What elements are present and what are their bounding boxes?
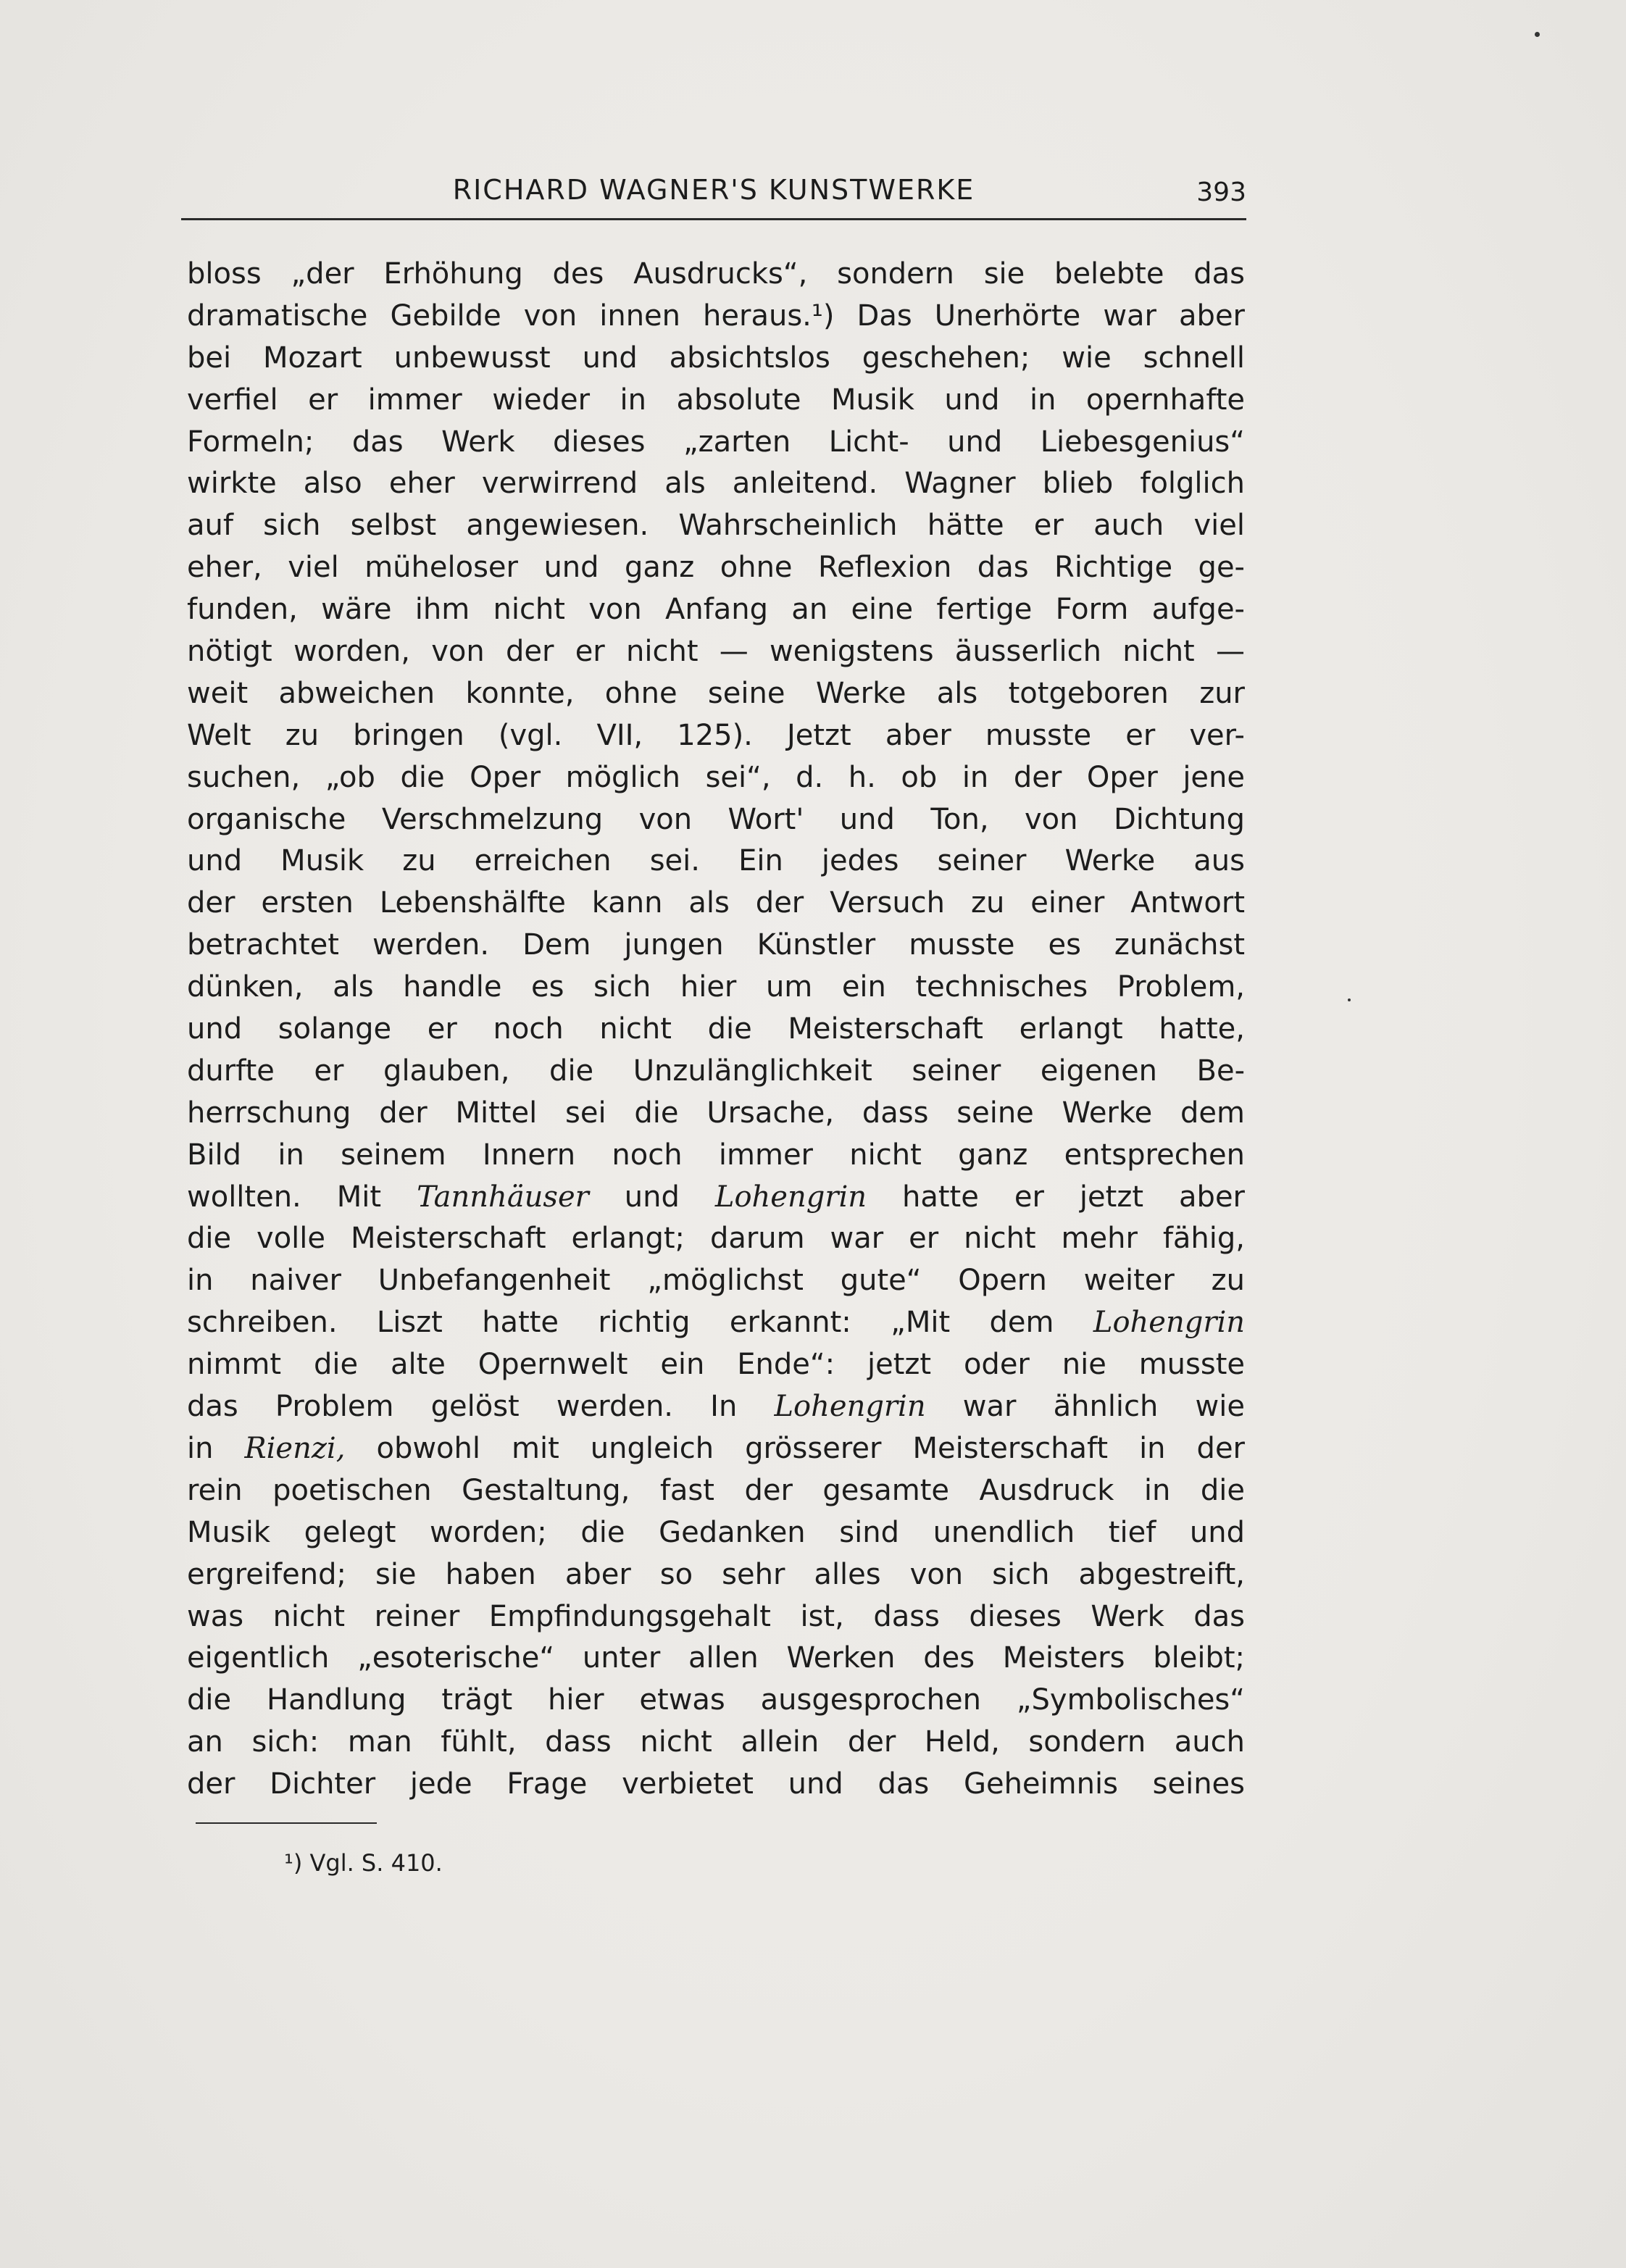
dust-speck [1348,998,1351,1001]
text-line [187,1009,1245,1051]
text-run: Bild in seinem Innern noch immer nicht ganz entsprechen [187,1138,1245,1172]
text-run: war ähnlich wie [925,1390,1245,1424]
footnote-rule [196,1822,377,1824]
text-line [187,338,1245,380]
italic-title: Rienzi, [244,1431,346,1465]
text-run: dramatische Gebilde von innen heraus.¹) Das Unerhörte war aber [187,299,1245,333]
text-run: ergreifend; sie haben aber so sehr alles von sich abgestreift, [187,1557,1245,1591]
text-run: in naiver Unbefangenheit „möglichst gute“ Opern weiter zu [187,1264,1245,1298]
text-line [187,1428,1245,1470]
text-line [187,422,1245,464]
text-line [187,254,1245,296]
text-line [187,463,1245,505]
italic-title: Lohengrin [1093,1306,1245,1340]
text-run: Musik gelegt worden; die Gedanken sind unendlich tief und [187,1515,1245,1549]
text-run: was nicht reiner Empfindungsgehalt ist, dass dieses Werk das [187,1599,1245,1633]
text-run: eher, viel müheloser und ganz ohne Reflexion das Richtige ge- [187,551,1245,585]
text-line [187,799,1245,841]
text-line [187,967,1245,1009]
text-line [187,1596,1245,1638]
text-run: Welt zu bringen (vgl. VII, 125). Jetzt aber musste er ver- [187,718,1245,752]
italic-title: Lohengrin [714,1180,867,1214]
text-line [187,1680,1245,1722]
text-line [187,1722,1245,1764]
text-line [187,1386,1245,1428]
text-line [187,925,1245,967]
text-run: die volle Meisterschaft erlangt; darum war er nicht mehr fähig, [187,1222,1245,1256]
text-run: hatte er jetzt aber [867,1180,1245,1214]
text-run: suchen, „ob die Oper möglich sei“, d. h. ob in der Oper jene [187,760,1245,794]
text-run: nötigt worden, von der er nicht — wenigstens äusserlich nicht — [187,635,1245,669]
text-run: dünken, als handle es sich hier um ein technisches Problem, [187,970,1245,1004]
text-run: eigentlich „esoterische“ unter allen Werken des Meisters bleibt; [187,1641,1245,1675]
header-rule [181,218,1246,220]
body-text [187,254,1245,1806]
text-line [187,1051,1245,1093]
text-run: obwohl mit ungleich grösserer Meisterschaft in der [345,1431,1245,1465]
text-run: weit abweichen konnte, ohne seine Werke als totgeboren zur [187,676,1245,710]
text-line [187,1344,1245,1386]
text-run: durfte er glauben, die Unzulänglichkeit seiner eigenen Be- [187,1054,1245,1088]
italic-title: Tannhäuser [417,1180,589,1214]
text-line [187,296,1245,338]
text-run: nimmt die alte Opernwelt ein Ende“: jetzt oder nie musste [187,1348,1245,1382]
text-line [187,673,1245,715]
text-line [187,1512,1245,1554]
text-run: bei Mozart unbewusst und absichtslos geschehen; wie schnell [187,341,1245,375]
text-line [187,1764,1245,1806]
text-line [187,1638,1245,1680]
page-header [181,168,1246,212]
dust-speck [1535,32,1540,37]
text-run: auf sich selbst angewiesen. Wahrscheinlich hätte er auch viel [187,509,1245,543]
italic-title: Lohengrin [774,1390,926,1424]
text-line [187,1218,1245,1260]
text-run: die Handlung trägt hier etwas ausgesprochen „Symbolisches“ [187,1683,1245,1717]
text-run: und Musik zu erreichen sei. Ein jedes seiner Werke aus [187,844,1245,878]
text-run: schreiben. Liszt hatte richtig erkannt: „Mit dem [187,1306,1093,1340]
text-line [187,631,1245,673]
text-run: Formeln; das Werk dieses „zarten Licht- und Liebesgenius“ [187,425,1245,459]
text-line [187,1302,1245,1344]
text-line [187,1093,1245,1135]
text-line [187,505,1245,547]
text-line [187,380,1245,422]
text-line [187,883,1245,925]
text-run: der Dichter jede Frage verbietet und das Geheimnis seines [187,1767,1245,1801]
running-title: RICHARD WAGNER'S KUNSTWERKE [452,174,975,206]
text-run: wollten. Mit [187,1180,417,1214]
footnote: ¹) Vgl. S. 410. [284,1849,443,1877]
text-line [187,1260,1245,1302]
text-run: organische Verschmelzung von Wort' und Ton, von Dichtung [187,802,1245,836]
text-run: und solange er noch nicht die Meisterschaft erlangt hatte, [187,1012,1245,1046]
text-run: verfiel er immer wieder in absolute Musik und in opernhafte [187,383,1245,417]
text-line [187,841,1245,883]
text-line [187,757,1245,799]
text-line [187,1177,1245,1219]
text-run: betrachtet werden. Dem jungen Künstler musste es zunächst [187,928,1245,962]
page-number: 393 [1196,178,1246,207]
text-run: wirkte also eher verwirrend als anleitend. Wagner blieb folglich [187,467,1245,501]
text-run: der ersten Lebenshälfte kann als der Versuch zu einer Antwort [187,886,1245,920]
text-line [187,1554,1245,1596]
text-run: in [187,1431,245,1465]
text-run: rein poetischen Gestaltung, fast der gesamte Ausdruck in die [187,1473,1245,1507]
text-run: funden, wäre ihm nicht von Anfang an eine fertige Form aufge- [187,593,1245,627]
text-line [187,1135,1245,1177]
text-line [187,1470,1245,1512]
text-run: bloss „der Erhöhung des Ausdrucks“, sondern sie belebte das [187,257,1245,291]
text-run: das Problem gelöst werden. In [187,1390,775,1424]
text-line [187,589,1245,631]
text-run: herrschung der Mittel sei die Ursache, dass seine Werke dem [187,1096,1245,1130]
text-line [187,547,1245,589]
text-line [187,715,1245,757]
text-run: an sich: man fühlt, dass nicht allein der Held, sondern auch [187,1725,1245,1759]
text-run: und [588,1180,715,1214]
